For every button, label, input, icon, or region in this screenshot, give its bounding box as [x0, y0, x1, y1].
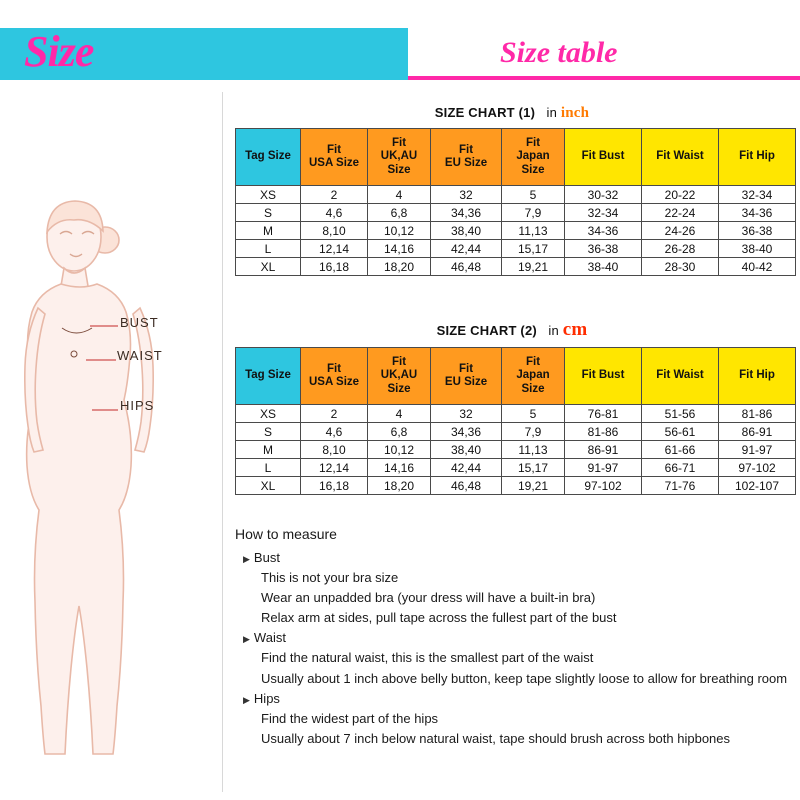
cell-usa: 4,6: [301, 423, 368, 441]
cell-usa: 16,18: [301, 477, 368, 495]
measure-bust-line-1: This is not your bra size: [261, 569, 399, 585]
col-fit-waist: Fit Waist: [642, 348, 719, 405]
col-tag-size: Tag Size: [236, 348, 301, 405]
table-row: [236, 477, 796, 495]
cell-hip: 40-42: [719, 258, 796, 276]
cell-ukau: 18,20: [368, 477, 431, 495]
cell-tag-size: M: [236, 441, 301, 459]
col-usa-size: Fit USA Size: [301, 129, 368, 186]
cell-usa: 4,6: [301, 204, 368, 222]
size-chart-1-title-lead: SIZE CHART (1): [434, 105, 536, 120]
header-size-word: Size: [24, 27, 94, 76]
cell-bust: 91-97: [565, 459, 642, 477]
cell-bust: 30-32: [565, 186, 642, 204]
measure-waist-line-1: Find the natural waist, this is the smallest part of the waist: [261, 650, 594, 666]
measure-waist-line-2: Usually about 1 inch above belly button, keep tape slightly loose to allow for breathing room: [261, 670, 788, 686]
measure-hips-line-1: Find the widest part of the hips: [261, 710, 439, 726]
measure-hips-line-2: Usually about 7 inch below natural waist, tape should brush across both hipbones: [261, 730, 731, 746]
cell-usa: 16,18: [301, 258, 368, 276]
label-hips: HIPS: [120, 398, 155, 413]
size-chart-2-title: [235, 314, 789, 347]
cell-ukau: 10,12: [368, 441, 431, 459]
triangle-bullet-icon: ▶: [243, 634, 250, 645]
cell-waist: 26-28: [642, 240, 719, 258]
how-to-measure-section: [235, 524, 791, 749]
cell-eu: 38,40: [431, 441, 502, 459]
label-waist: WAIST: [117, 348, 163, 363]
cell-waist: 22-24: [642, 204, 719, 222]
triangle-bullet-icon: ▶: [243, 553, 250, 564]
cell-japan: 7,9: [502, 204, 565, 222]
measure-section-waist: [243, 628, 791, 648]
measure-section-hips-label: Hips: [253, 690, 280, 706]
cell-japan: 19,21: [502, 477, 565, 495]
cell-bust: 32-34: [565, 204, 642, 222]
size-chart-2-unit: cm: [562, 319, 588, 340]
cell-hip: 86-91: [719, 423, 796, 441]
table-row: [236, 240, 796, 258]
cell-japan: 7,9: [502, 423, 565, 441]
cell-bust: 97-102: [565, 477, 642, 495]
cell-hip: 32-34: [719, 186, 796, 204]
col-fit-hip: Fit Hip: [719, 129, 796, 186]
col-japan-size: Fit Japan Size: [502, 129, 565, 186]
cell-ukau: 4: [368, 186, 431, 204]
cell-waist: 66-71: [642, 459, 719, 477]
cell-usa: 8,10: [301, 222, 368, 240]
cell-japan: 15,17: [502, 240, 565, 258]
cell-ukau: 14,16: [368, 459, 431, 477]
cell-tag-size: S: [236, 204, 301, 222]
cell-tag-size: XS: [236, 405, 301, 423]
cell-eu: 46,48: [431, 477, 502, 495]
table-row: [236, 204, 796, 222]
cell-ukau: 6,8: [368, 204, 431, 222]
label-bust: BUST: [120, 315, 159, 330]
cell-usa: 2: [301, 186, 368, 204]
cell-japan: 15,17: [502, 459, 565, 477]
cell-hip: 34-36: [719, 204, 796, 222]
size-chart-2: [235, 314, 789, 495]
cell-eu: 42,44: [431, 459, 502, 477]
table-row: [236, 459, 796, 477]
female-body-outline-icon: [0, 92, 222, 792]
cell-tag-size: XS: [236, 186, 301, 204]
measure-section-hips: [243, 689, 791, 709]
page-header: [0, 28, 800, 80]
measure-section-bust-label: Bust: [253, 549, 280, 565]
cell-japan: 11,13: [502, 441, 565, 459]
col-fit-bust: Fit Bust: [565, 348, 642, 405]
cell-ukau: 18,20: [368, 258, 431, 276]
col-ukau-size: Fit UK,AU Size: [368, 129, 431, 186]
table-row: [236, 423, 796, 441]
table-row: [236, 258, 796, 276]
size-chart-2-table: [235, 347, 796, 495]
charts-and-instructions: [222, 92, 800, 792]
cell-eu: 32: [431, 405, 502, 423]
cell-hip: 38-40: [719, 240, 796, 258]
size-chart-1-table: [235, 128, 796, 276]
cell-bust: 38-40: [565, 258, 642, 276]
how-to-measure-title: How to measure: [235, 526, 337, 542]
table-header-row: [236, 129, 796, 186]
measure-section-waist-label: Waist: [253, 630, 286, 646]
cell-hip: 36-38: [719, 222, 796, 240]
cell-eu: 46,48: [431, 258, 502, 276]
cell-tag-size: L: [236, 459, 301, 477]
cell-waist: 51-56: [642, 405, 719, 423]
cell-japan: 5: [502, 186, 565, 204]
cell-eu: 38,40: [431, 222, 502, 240]
cell-eu: 42,44: [431, 240, 502, 258]
cell-japan: 5: [502, 405, 565, 423]
cell-tag-size: S: [236, 423, 301, 441]
cell-tag-size: XL: [236, 258, 301, 276]
cell-hip: 102-107: [719, 477, 796, 495]
cell-tag-size: M: [236, 222, 301, 240]
col-eu-size: Fit EU Size: [431, 348, 502, 405]
table-row: [236, 222, 796, 240]
cell-ukau: 6,8: [368, 423, 431, 441]
cell-bust: 36-38: [565, 240, 642, 258]
cell-tag-size: L: [236, 240, 301, 258]
table-row: [236, 405, 796, 423]
col-usa-size: Fit USA Size: [301, 348, 368, 405]
measure-section-bust: [243, 548, 791, 568]
cell-eu: 34,36: [431, 204, 502, 222]
col-fit-waist: Fit Waist: [642, 129, 719, 186]
cell-usa: 2: [301, 405, 368, 423]
size-chart-1: [235, 100, 789, 276]
cell-usa: 12,14: [301, 459, 368, 477]
page-title: Size table: [500, 36, 618, 69]
cell-bust: 34-36: [565, 222, 642, 240]
table-row: [236, 441, 796, 459]
col-japan-size: Fit Japan Size: [502, 348, 565, 405]
col-fit-hip: Fit Hip: [719, 348, 796, 405]
cell-usa: 12,14: [301, 240, 368, 258]
size-chart-1-unit: inch: [560, 105, 590, 121]
size-chart-1-title: [235, 100, 789, 128]
cell-ukau: 10,12: [368, 222, 431, 240]
table-row: [236, 186, 796, 204]
cell-waist: 71-76: [642, 477, 719, 495]
table-header-row: [236, 348, 796, 405]
size-chart-2-title-lead: SIZE CHART (2): [436, 323, 537, 338]
cell-bust: 76-81: [565, 405, 642, 423]
cell-japan: 11,13: [502, 222, 565, 240]
cell-eu: 34,36: [431, 423, 502, 441]
cell-hip: 81-86: [719, 405, 796, 423]
cell-bust: 86-91: [565, 441, 642, 459]
col-tag-size: [236, 129, 301, 186]
cell-waist: 56-61: [642, 423, 719, 441]
cell-bust: 81-86: [565, 423, 642, 441]
cell-waist: 61-66: [642, 441, 719, 459]
size-chart-1-title-in: in: [546, 105, 558, 120]
cell-japan: 19,21: [502, 258, 565, 276]
cell-waist: 28-30: [642, 258, 719, 276]
col-ukau-size: Fit UK,AU Size: [368, 348, 431, 405]
measure-bust-line-2: Wear an unpadded bra (your dress will have a built-in bra): [261, 589, 596, 605]
cell-usa: 8,10: [301, 441, 368, 459]
triangle-bullet-icon: ▶: [243, 694, 250, 705]
measure-bust-line-3: Relax arm at sides, pull tape across the fullest part of the bust: [261, 610, 617, 626]
cell-tag-size: XL: [236, 477, 301, 495]
size-chart-2-title-in: in: [548, 323, 559, 338]
col-tag-size-line1: Tag Size: [245, 150, 291, 163]
cell-ukau: 4: [368, 405, 431, 423]
cell-ukau: 14,16: [368, 240, 431, 258]
body-figure-illustration: [0, 92, 222, 792]
col-fit-bust: Fit Bust: [565, 129, 642, 186]
cell-eu: 32: [431, 186, 502, 204]
cell-hip: 91-97: [719, 441, 796, 459]
cell-waist: 24-26: [642, 222, 719, 240]
header-pink-rule: [408, 76, 800, 80]
col-eu-size: Fit EU Size: [431, 129, 502, 186]
cell-waist: 20-22: [642, 186, 719, 204]
cell-hip: 97-102: [719, 459, 796, 477]
